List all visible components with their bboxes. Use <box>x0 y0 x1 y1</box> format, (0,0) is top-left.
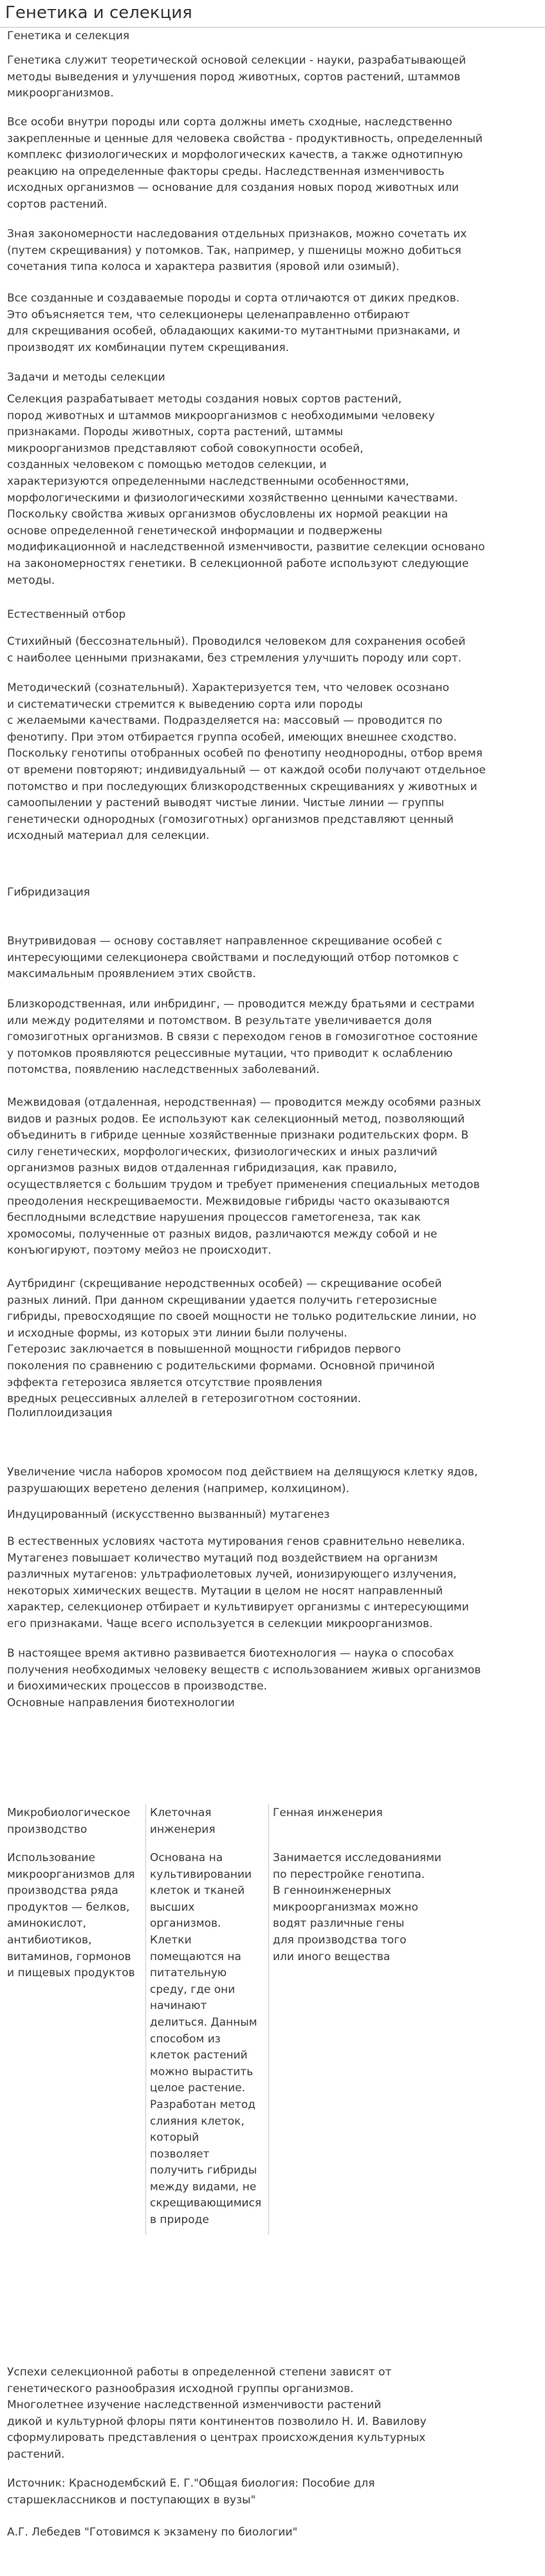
table-divider-right <box>268 1804 269 2235</box>
table-cell-microbiological: Использование микроорганизмов для производства ряда продуктов — белков, аминокислот, антибиотиков, витаминов, гормонов и пищевых продуктов <box>7 1851 135 1980</box>
table-header-microbiological: Микробиологическое производство <box>7 1806 131 1836</box>
hybridization-heading: Гибридизация <box>7 886 90 899</box>
inbreeding-paragraph: Близкородственная, или инбридинг, — проводится между братьями и сестрами или между родителями и потомством. В результате увеличивается доля гомозиготных организмов. В связи с переходом генов в гомозиготное состояние у потомков проявляются рецессивные мутации, что приводит к ослаблению потомства, появлению наследственных заболеваний. <box>7 998 478 1077</box>
biotechnology-heading: Основные направления биотехнологии <box>7 1697 235 1709</box>
source-citation: Источник: Краснодембский Е. Г."Общая биология: Пособие для старшеклассников и поступающих в вузы" <box>7 2477 375 2507</box>
induced-mutagenesis-paragraph: В естественных условиях частота мутирования генов сравнительно невелика. Мутагенез повышает количество мутаций под воздействием на организм различных мутагенов: ультрафиолетовых лучей, ионизирующего излучения, некоторых химических веществ. Мутации в целом не носят направленный характер, селекционер отбирает и культивирует организмы с интересующими его признаками. Чаще всего используется в селекции микроорганизмов. <box>7 1535 469 1630</box>
intro-paragraph: Генетика служит теоретической основой селекции - науки, разрабатывающей методы выведения и улучшения пород животных, сортов растений, штаммов микроорганизмов. <box>7 54 466 100</box>
tasks-paragraph: Селекция разрабатывает методы создания новых сортов растений, пород животных и штаммов микроорганизмов с необходимыми человеку признаками. Породы животных, сорта растений, штаммы микроорганизмов представляют собой совокупности особей, созданных человеком с помощью методов селекции, и характеризуются определенными наследственными особенностями, морфологическими и физиологическими хозяйственно ценными качествами. Поскольку свойства живых организмов обусловлены их нормой реакции на основе определенной генетической информации и подвержены модификационной и наследственной изменчивости, развитие селекции основано на закономерностях генетики. В селекционной работе используют следующие методы. <box>7 393 485 587</box>
table-cell-gene-engineering: Занимается исследованиями по перестройке генотипа. В генноинженерных микроорганизмах можно водят различные гены для производства того или иного вещества <box>273 1851 441 1963</box>
natural-selection-heading: Естественный отбор <box>7 608 126 621</box>
tasks-heading: Задачи и методы селекции <box>7 371 165 384</box>
spontaneous-selection-paragraph: Стихийный (бессознательный). Проводился человеком для сохранения особей с наиболее ценными признаками, без стремления улучшить породу или сорт. <box>7 635 466 665</box>
section-heading: Генетика и селекция <box>7 30 130 42</box>
common-traits-paragraph: Все особи внутри породы или сорта должны иметь сходные, наследственно закрепленные и ценные для человека свойства - продуктивность, определенный комплекс физиологических и морфологических качеств, а также однотипную реакцию на определенные факторы среды. Наследственная изменчивость исходных организмов — основание для создания новых пород животных или сортов растений. <box>7 116 483 211</box>
interspecific-paragraph: Межвидовая (отдаленная, неродственная) — проводится между особями разных видов и разных родов. Ее используют как селекционный метод, позволяющий объединить в гибриде ценные хозяйственные признаки родительских форм. В силу генетических, морфологических, физиологических и иных различий организмов разных видов отдаленная гибридизация, как правило, осуществляется с большим трудом и требует применения специальных методов преодоления нескрещиваемости. Межвидовые гибриды часто оказываются бесплодными вследствие нарушения процессов гаметогенеза, так как хромосомы, полученные от разных видов, различаются между собой и не конъюгируют, поэтому мейоз не происходит. <box>7 1096 481 1257</box>
biotechnology-paragraph: В настоящее время активно развивается биотехнология — наука о способах получения необходимых человеку веществ с использованием живых организмов и биохимических процессов в производстве. <box>7 1647 481 1693</box>
table-divider-left <box>145 1804 146 2235</box>
success-paragraph: Успехи селекционной работы в определенной степени зависят от генетического разнообразия исходной группы организмов. Многолетнее изучение наследственной изменчивости растений дикой и культурной флоры пяти континентов позволило Н. И. Вавилову сформулировать представления о центрах происхождения культурных растений. <box>7 2366 427 2461</box>
intraspecific-paragraph: Внутривидовая — основу составляет направленное скрещивание особей с интересующими селекционера свойствами и последующий отбор потомков с максимальным проявлением этих свойств. <box>7 935 459 981</box>
created-breeds-paragraph: Все созданные и создаваемые породы и сорта отличаются от диких предков. Это объясняется тем, что селекционеры целенаправленно отбирают для скрещивания особей, обладающих какими-то мутантными признаками, и производят их комбинации путем скрещивания. <box>7 292 461 354</box>
polyploidy-heading: Полиплоидизация <box>7 1407 113 1419</box>
page-title: Генетика и селекция <box>5 3 192 23</box>
table-header-cell-engineering: Клеточная инженерия <box>150 1806 216 1836</box>
title-divider <box>0 27 545 28</box>
lebedev-citation: А.Г. Лебедев "Готовимся к экзамену по биологии" <box>7 2526 298 2539</box>
polyploidy-paragraph: Увеличение числа наборов хромосом под действием на делящуюся клетку ядов, разрушающих веретено деления (например, колхицином). <box>7 1466 478 1495</box>
table-cell-cell-engineering: Основана на культивировании клеток и тканей высших организмов. Клетки помещаются на питательную среду, где они начинают делиться. Данным способом из клеток растений можно вырастить целое растение. Разработан метод слияния клеток, который позволяет получить гибриды между видами, не скрещивающимися в природе <box>150 1851 262 2227</box>
outbreeding-paragraph: Аутбридинг (скрещивание неродственных особей) — скрещивание особей разных линий. При данном скрещивании удается получить гетерозисные гибриды, превосходящие по своей мощности не только родительские линии, но и исходные формы, из которых эти линии были получены. Гетерозис заключается в повышенной мощности гибридов первого поколения по сравнению с родительскими формами. Основной причиной эффекта гетерозиса является отсутствие проявления вредных рецессивных аллелей в гетерозиготном состоянии. <box>7 1277 477 1406</box>
laws-paragraph: Зная закономерности наследования отдельных признаков, можно сочетать их (путем скрещивания) у потомков. Так, например, у пшеницы можно добиться сочетания типа колоса и характера развития (яровой или озимый). <box>7 228 467 274</box>
induced-mutagenesis-heading: Индуцированный (искусственно вызванный) мутагенез <box>7 1508 330 1521</box>
table-header-gene-engineering: Генная инженерия <box>273 1806 383 1819</box>
methodical-selection-paragraph: Методический (сознательный). Характеризуется тем, что человек осознано и систематически стремится к выведению сорта или породы с желаемыми качествами. Подразделяется на: массовый — проводится по фенотипу. При этом отбирается группа особей, имеющих внешнее сходство. Поскольку генотипы отобранных особей по фенотипу неоднородны, отбор время от времени повторяют; индивидуальный — от каждой особи получают отдельное потомство и при последующих близкородственных скрещиваниях у животных и самоопылении у растений выводят чистые линии. Чистые линии — группы генетически однородных (гомозиготных) организмов представляют ценный исходный материал для селекции. <box>7 681 486 843</box>
